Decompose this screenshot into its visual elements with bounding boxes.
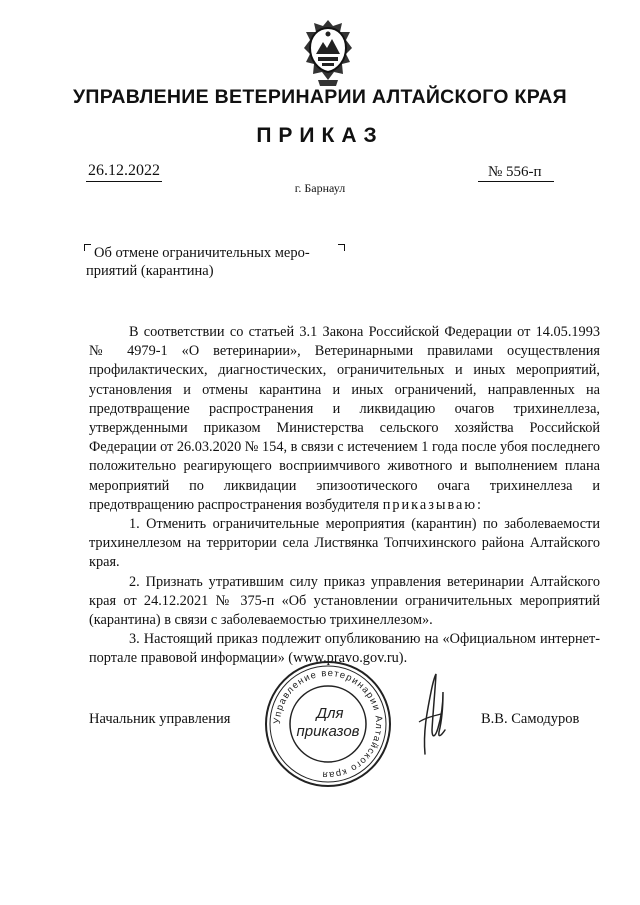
document-type-title: ПРИКАЗ — [256, 124, 384, 147]
subject-line-2: приятий (карантина) — [86, 263, 214, 279]
stamp-center-line-1: Для — [316, 705, 344, 722]
order-word: приказываю: — [382, 496, 484, 513]
coat-of-arms-emblem-icon — [296, 14, 360, 90]
subject-line-1: Об отмене ограничительных меро- — [94, 245, 310, 261]
round-stamp — [262, 658, 394, 790]
signatory-title: Начальник управления — [89, 711, 231, 727]
preamble-paragraph — [89, 323, 600, 515]
order-item-2: 2. Признать утратившим силу приказ управления ветеринарии Алтайского края от 24.12.2021 № 375-п «Об установлении ограничительных мероприятий (карантина) в связи с заболеваемостью трихинеллезом». — [89, 573, 600, 629]
subject-block — [86, 244, 354, 280]
preamble-text: В соответствии со статьей 3.1 Закона Российской Федерации от 14.05.1993 № 4979-1 «О ветеринарии», Ветеринарными правилами осуществления профилактических, диагностических, ограничительных и иных мероприятий, установления и отмены карантина и иных ограничений, направленных на предотвращение распространения и ликвидацию очагов трихинеллеза, утвержденными приказом Министерства сельского хозяйства Российской Федерации от 26.03.2020 № 154, в связи с истечением 1 года после убоя последнего положительно реагирующего восприимчивого животного и выполнением плана мероприятий по ликвидации эпизоотического очага трихинеллеза и предотвращению распространения возбудителя — [89, 324, 600, 513]
handwritten-signature — [405, 672, 455, 756]
organization-name: УПРАВЛЕНИЕ ВЕТЕРИНАРИИ АЛТАЙСКОГО КРАЯ — [73, 86, 567, 108]
signatory-name: В.В. Самодуров — [481, 711, 580, 727]
city-name: г. Барнаул — [294, 181, 346, 195]
order-date: 26.12.2022 — [88, 162, 160, 179]
stamp-ring-text: Управление ветеринарии Алтайского края — [271, 667, 385, 781]
order-item-3: 3. Настоящий приказ подлежит опубликованию на «Официальном интернет-портале правовой информации» (www.pravo.gov.ru). — [89, 631, 600, 667]
stamp-center-line-2: приказов — [296, 723, 360, 740]
order-number: № 556-п — [488, 164, 542, 180]
order-item-1: 1. Отменить ограничительные мероприятия (карантин) по заболеваемости трихинеллезом на территории села Листвянка Топчихинского района Алтайского края. — [89, 516, 600, 571]
order-body — [89, 323, 600, 669]
